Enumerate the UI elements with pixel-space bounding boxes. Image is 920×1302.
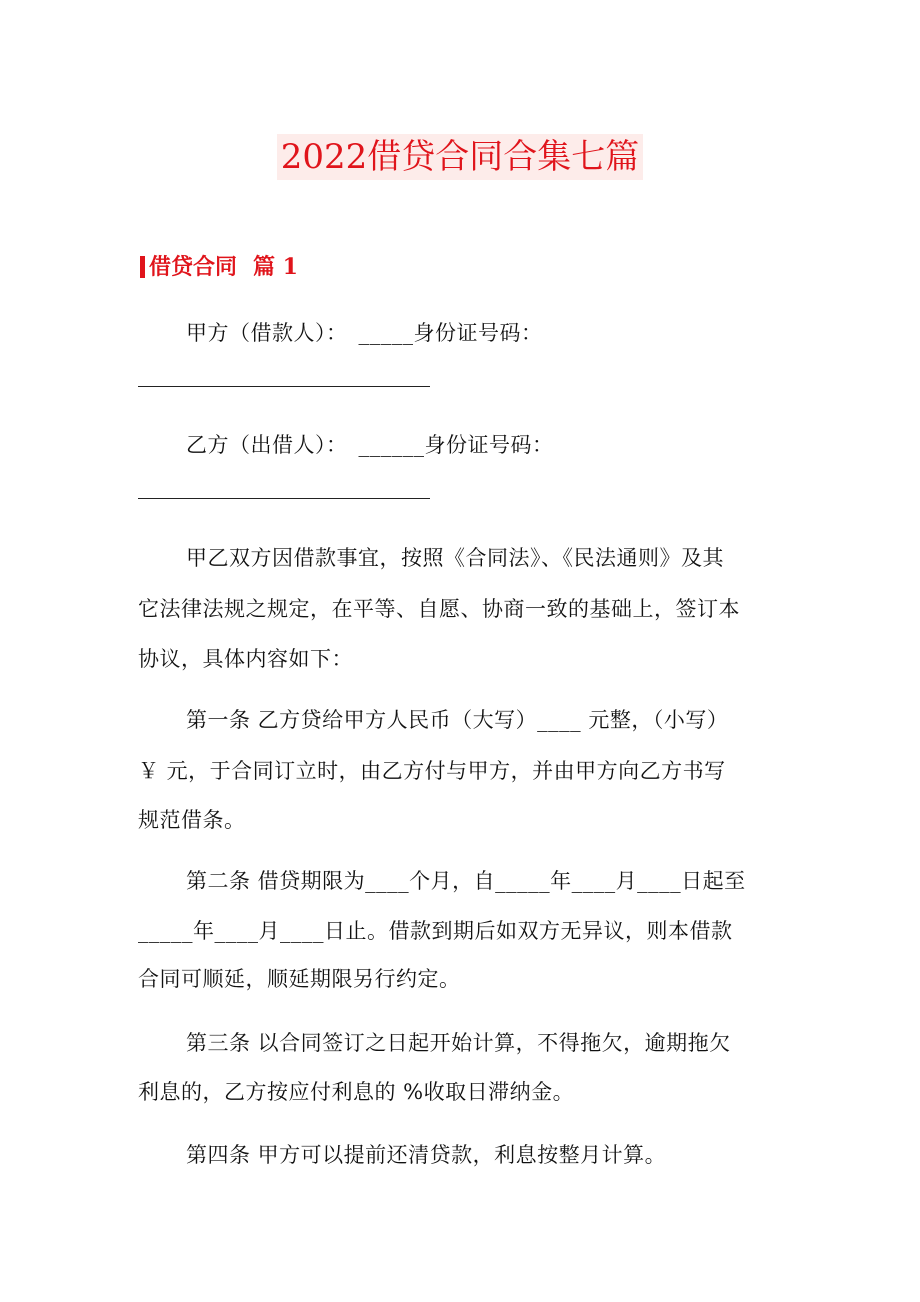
preamble-line-3: 协议，具体内容如下： bbox=[138, 647, 353, 671]
document-title: 2022借贷合同合集七篇 bbox=[277, 134, 644, 180]
article-3-line-2: 利息的，乙方按应付利息的 %收取日滞纳金。 bbox=[138, 1080, 575, 1104]
article-2-line-1: 第二条 借贷期限为____个月，自_____年____月____日起至 bbox=[186, 869, 746, 893]
document-title-wrap bbox=[0, 134, 920, 180]
article-1-line-2: ￥ 元，于合同订立时，由乙方付与甲方，并由甲方向乙方书写 bbox=[138, 759, 726, 783]
preamble-line-1: 甲乙双方因借款事宜，按照《合同法》、《民法通则》及其 bbox=[186, 546, 724, 570]
article-3-line-1: 第三条 以合同签订之日起开始计算，不得拖欠，逾期拖欠 bbox=[186, 1031, 731, 1055]
article-2-line-2: _____年____月____日止。借款到期后如双方无异议，则本借款 bbox=[138, 919, 733, 943]
article-1-line-3: 规范借条。 bbox=[138, 808, 246, 832]
section-label: 借贷合同 bbox=[149, 254, 238, 280]
party-a-id-blank bbox=[138, 386, 430, 387]
article-4-line-1: 第四条 甲方可以提前还清贷款，利息按整月计算。 bbox=[186, 1143, 667, 1167]
preamble-line-2: 它法律法规之规定，在平等、自愿、协商一致的基础上，签订本 bbox=[138, 597, 740, 621]
article-1-line-1: 第一条 乙方贷给甲方人民币（大写）____ 元整，（小写） bbox=[186, 708, 729, 732]
party-b-line: 乙方（出借人）： ______身份证号码： bbox=[186, 433, 554, 457]
party-b-id-blank bbox=[138, 498, 430, 499]
section-marker-icon bbox=[140, 256, 145, 278]
party-a-line: 甲方（借款人）： _____身份证号码： bbox=[186, 321, 543, 345]
section-number: 篇 1 bbox=[253, 254, 298, 280]
article-2-line-3: 合同可顺延，顺延期限另行约定。 bbox=[138, 967, 461, 991]
section-heading bbox=[140, 252, 298, 282]
